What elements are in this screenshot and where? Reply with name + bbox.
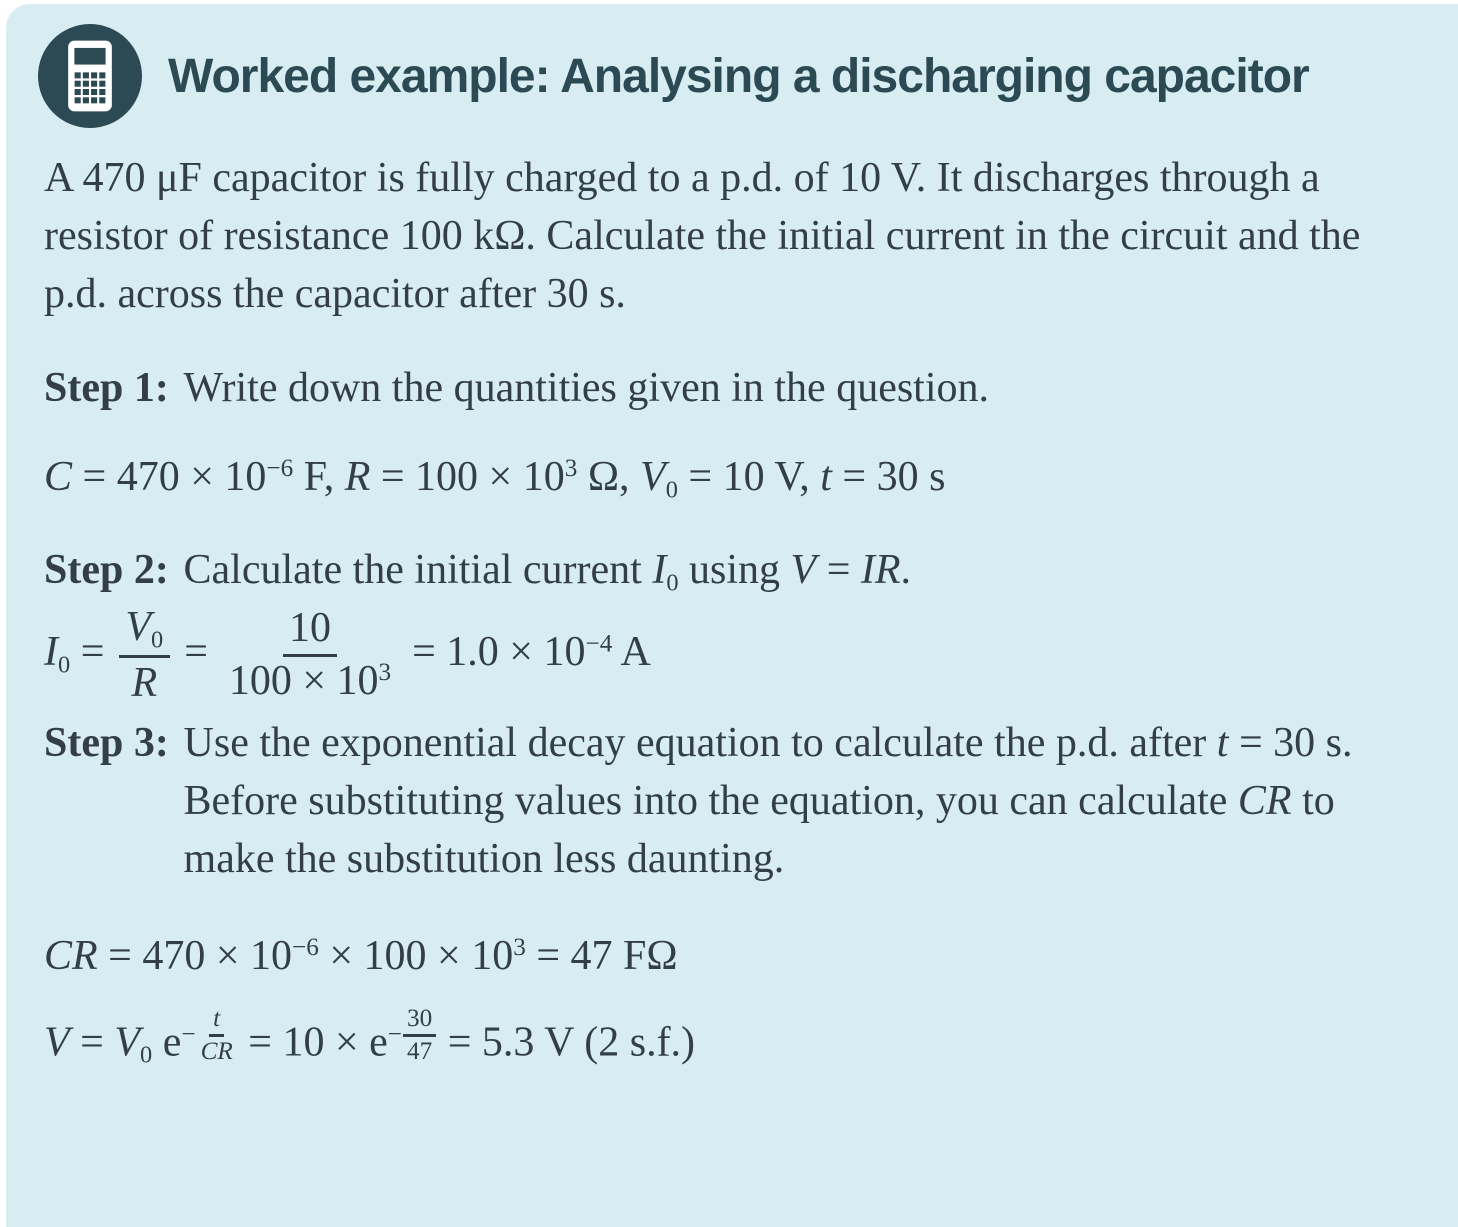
problem-text: A 470 μF capacitor is fully charged to a p.d. of 10 V. It discharges through a resistor of resistance 100 kΩ. Calculate the initial current in the circuit and the p.d. across the capacitor after 30 s. (44, 155, 1361, 317)
equation-given-quantities: $C = 470 \times 10^{-6}$ F, $R = 100 \times 10^3$ Ω, V0 = 10 V, t = 30 s (44, 453, 946, 504)
step-2-text: Calculate the initial current I0 using V = IR. (183, 546, 912, 597)
page-title: Worked example: Analysing a discharging capacitor (168, 49, 1309, 103)
equation-final-pd: V = V0 $e^{- \frac{t}{CR}}$ = $10 \times e^{- \frac{30}{47}}$ = 5.3 V (2 s.f.) (44, 1005, 696, 1069)
step-1-label: Step 1: (44, 364, 169, 411)
step-2-label: Step 2: (44, 546, 169, 593)
step-1-text: Write down the quantities given in the question. (183, 364, 990, 411)
step-3-label: Step 3: (44, 719, 169, 766)
header (38, 24, 1416, 128)
step-3-text: Use the exponential decay equation to calculate the p.d. after t = 30 s. Before substituting values into the equation, you can calculate CR to make the substitution less daunting. (183, 719, 1353, 882)
equation-time-constant: CR = $470 \times 10^{-6} \times 100 \times 10^3 = 47$ FΩ (44, 932, 678, 979)
step-2-heading (44, 542, 1416, 600)
step-3-heading (44, 715, 1416, 889)
calculator-icon (38, 24, 142, 128)
equation-initial-current: I0 = $\frac{V0}{R}$ = $\frac{10}{100 \times 10^3}$ = $1.0 \times 10^{-4}$ A (44, 603, 651, 706)
step-1-heading (44, 360, 1416, 418)
worked-example-card (6, 4, 1458, 1227)
